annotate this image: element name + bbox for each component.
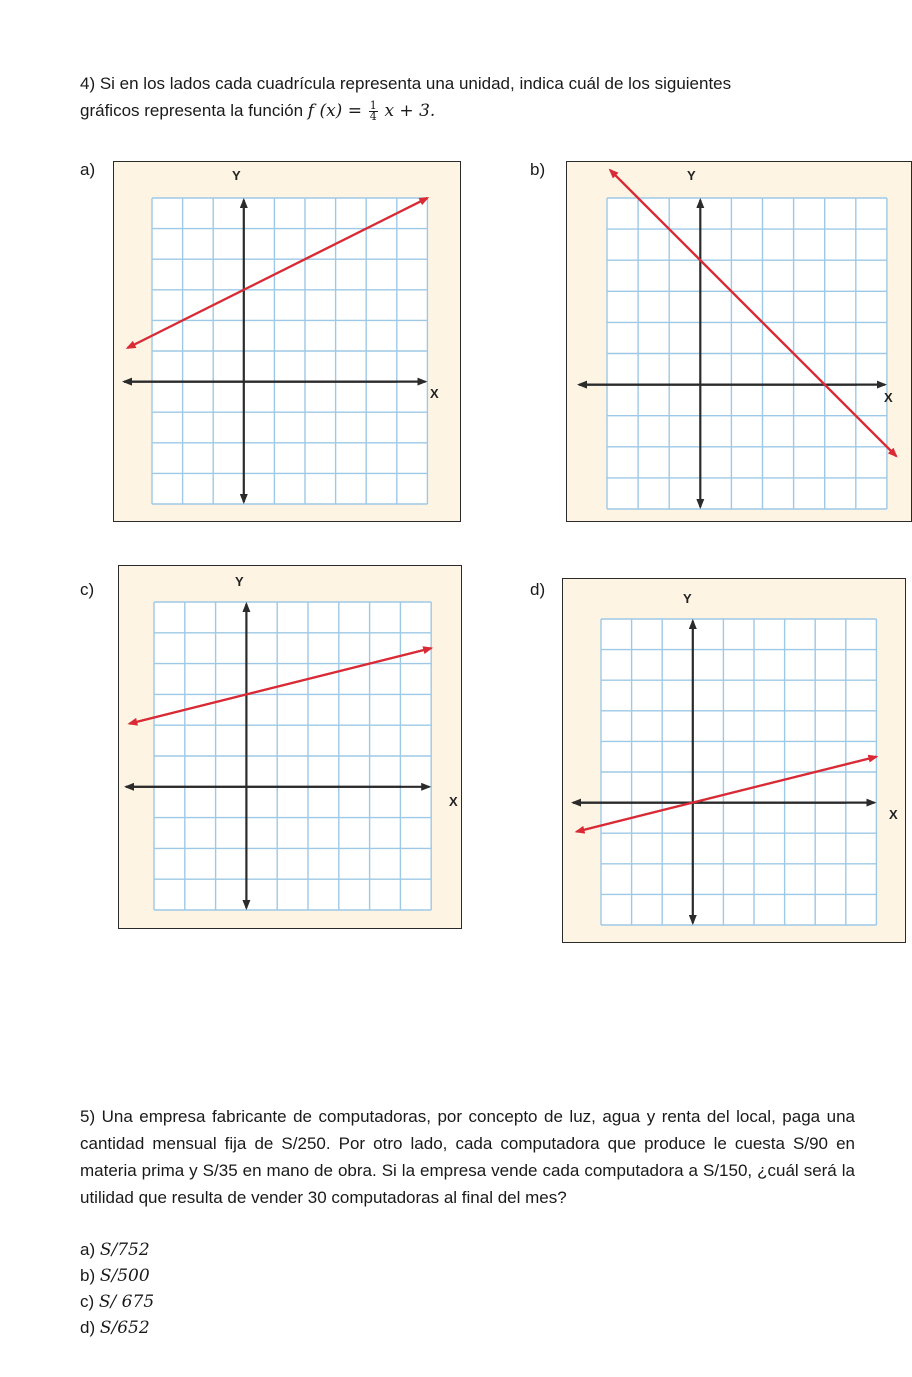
- graph-a-letter: a): [80, 160, 96, 179]
- fraction-denominator: 4: [369, 110, 377, 124]
- graph-b-canvas: [567, 162, 911, 521]
- option-d[interactable]: [80, 1315, 150, 1341]
- x-axis-label: X: [884, 390, 893, 405]
- option-c-value: S/ 675: [98, 1292, 155, 1312]
- graph-b[interactable]: [566, 161, 912, 522]
- question-4-text: gráficos representa la función: [80, 101, 304, 120]
- y-axis-label: Y: [683, 591, 692, 606]
- graph-c-letter: c): [80, 580, 95, 599]
- option-a[interactable]: [80, 1237, 150, 1263]
- graph-d-letter: d): [530, 580, 546, 599]
- x-axis-label: X: [889, 807, 898, 822]
- option-c[interactable]: [80, 1289, 154, 1315]
- x-axis-label: X: [430, 386, 439, 401]
- question-4-line-2: [80, 97, 855, 125]
- option-d-letter: d): [80, 1318, 96, 1337]
- function-fraction: [369, 101, 378, 122]
- graph-a-canvas: [114, 162, 460, 521]
- option-a-letter: a): [80, 1240, 96, 1259]
- option-c-letter: c): [80, 1292, 95, 1311]
- y-axis-label: Y: [232, 168, 241, 183]
- graph-c-canvas: [119, 566, 461, 928]
- question-5: 5) Una empresa fabricante de computadoras, por concepto de luz, agua y renta del local, paga una cantidad mensual fija de S/250. Por otro lado, cada computadora que produce le cuesta S/90 en materia prima y S/35 en mano de obra. Si la empresa vende cada computadora a S/150, ¿cuál será la utilidad que resulta de vender 30 computadoras al final del mes?: [80, 1107, 855, 1207]
- x-axis-label: X: [449, 794, 458, 809]
- option-d-value: S/652: [99, 1318, 150, 1338]
- fraction-numerator: 1: [369, 99, 377, 113]
- graph-d-canvas: [563, 579, 905, 942]
- question-4-line-1: 4) Si en los lados cada cuadrícula representa una unidad, indica cuál de los siguientes: [80, 74, 732, 93]
- y-axis-label: Y: [687, 168, 696, 183]
- function-prefix: f (x) =: [307, 101, 362, 121]
- option-a-value: S/752: [99, 1240, 150, 1260]
- graph-b-letter: b): [530, 160, 546, 179]
- option-b-letter: b): [80, 1266, 96, 1285]
- y-axis-label: Y: [235, 574, 244, 589]
- graph-a[interactable]: [113, 161, 461, 522]
- graph-d[interactable]: [562, 578, 906, 943]
- graph-c[interactable]: [118, 565, 462, 929]
- option-b-value: S/500: [99, 1266, 150, 1286]
- question-4: [80, 70, 855, 125]
- function-suffix: x + 3.: [384, 101, 436, 121]
- option-b[interactable]: [80, 1263, 150, 1289]
